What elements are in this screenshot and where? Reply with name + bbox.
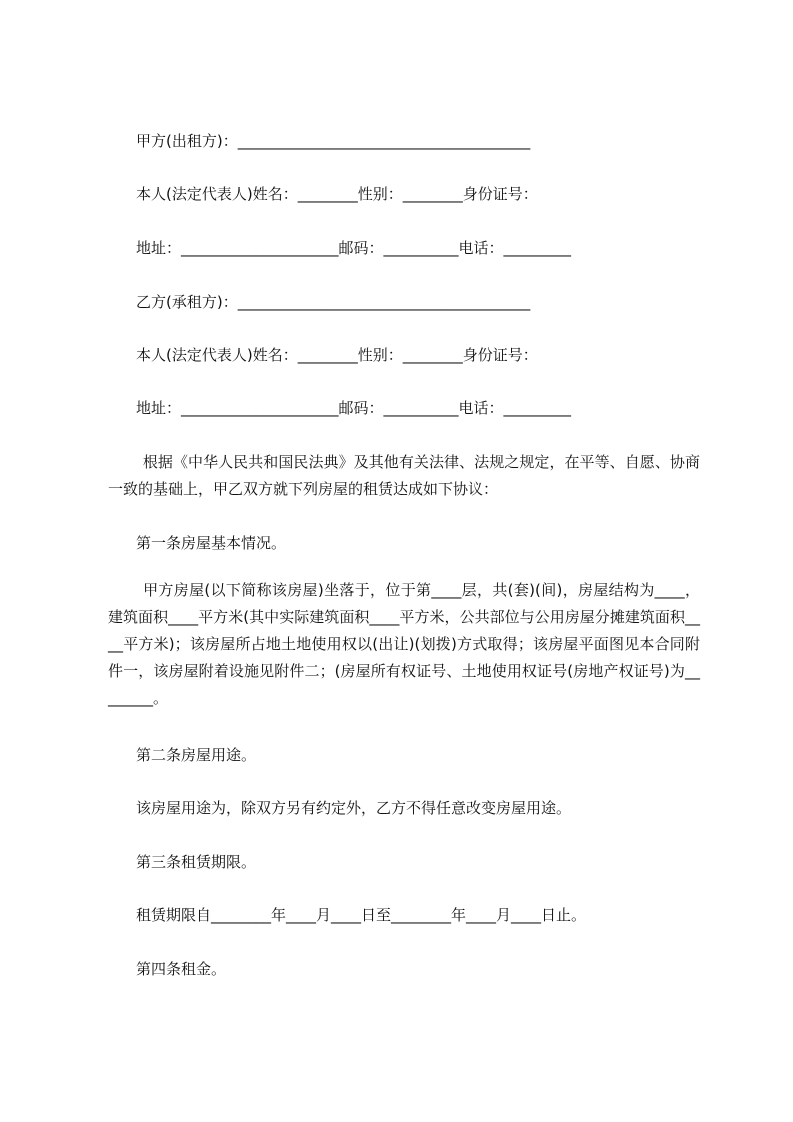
article-3-body: 租赁期限自________年____月____日至________年____月____日止。 bbox=[136, 906, 587, 924]
preamble-paragraph: 根据《中华人民共和国民法典》及其他有关法律、法规之规定，在平等、自愿、协商一致的基础上，甲乙双方就下列房屋的租赁达成如下协议： bbox=[108, 453, 700, 498]
party-b-label: 乙方(承租方)：_______________________________________ bbox=[136, 293, 531, 311]
article-4-title: 第四条租金。 bbox=[136, 960, 227, 978]
article-2-body: 该房屋用途为，除双方另有约定外，乙方不得任意改变房屋用途。 bbox=[136, 799, 572, 817]
article-1-body: 甲方房屋(以下简称该房屋)坐落于，位于第____层，共(套)(间)，房屋结构为____，建筑面积____平方米(其中实际建筑面积____平方米，公共部位与公用房屋分摊建筑面积____平方米)；该房屋所占地土地使用权以(出让)(划拨)方式取得；该房屋平面图见本合同附件一，该房屋附着设施见附件二；(房屋所有权证号、土地使用权证号(房地产权证号)为________。 bbox=[108, 581, 700, 707]
party-b-representative: 本人(法定代表人)姓名：________性别：________身份证号： bbox=[136, 346, 538, 364]
party-a-address: 地址：_____________________邮码：__________电话：_________ bbox=[136, 239, 572, 257]
party-a-label: 甲方(出租方)：_______________________________________ bbox=[136, 132, 531, 150]
party-b-address: 地址：_____________________邮码：__________电话：_________ bbox=[136, 399, 572, 417]
article-2-title: 第二条房屋用途。 bbox=[136, 746, 257, 764]
article-3-title: 第三条租赁期限。 bbox=[136, 853, 257, 871]
article-1-title: 第一条房屋基本情况。 bbox=[136, 534, 287, 552]
party-a-representative: 本人(法定代表人)姓名：________性别：________身份证号： bbox=[136, 185, 538, 203]
